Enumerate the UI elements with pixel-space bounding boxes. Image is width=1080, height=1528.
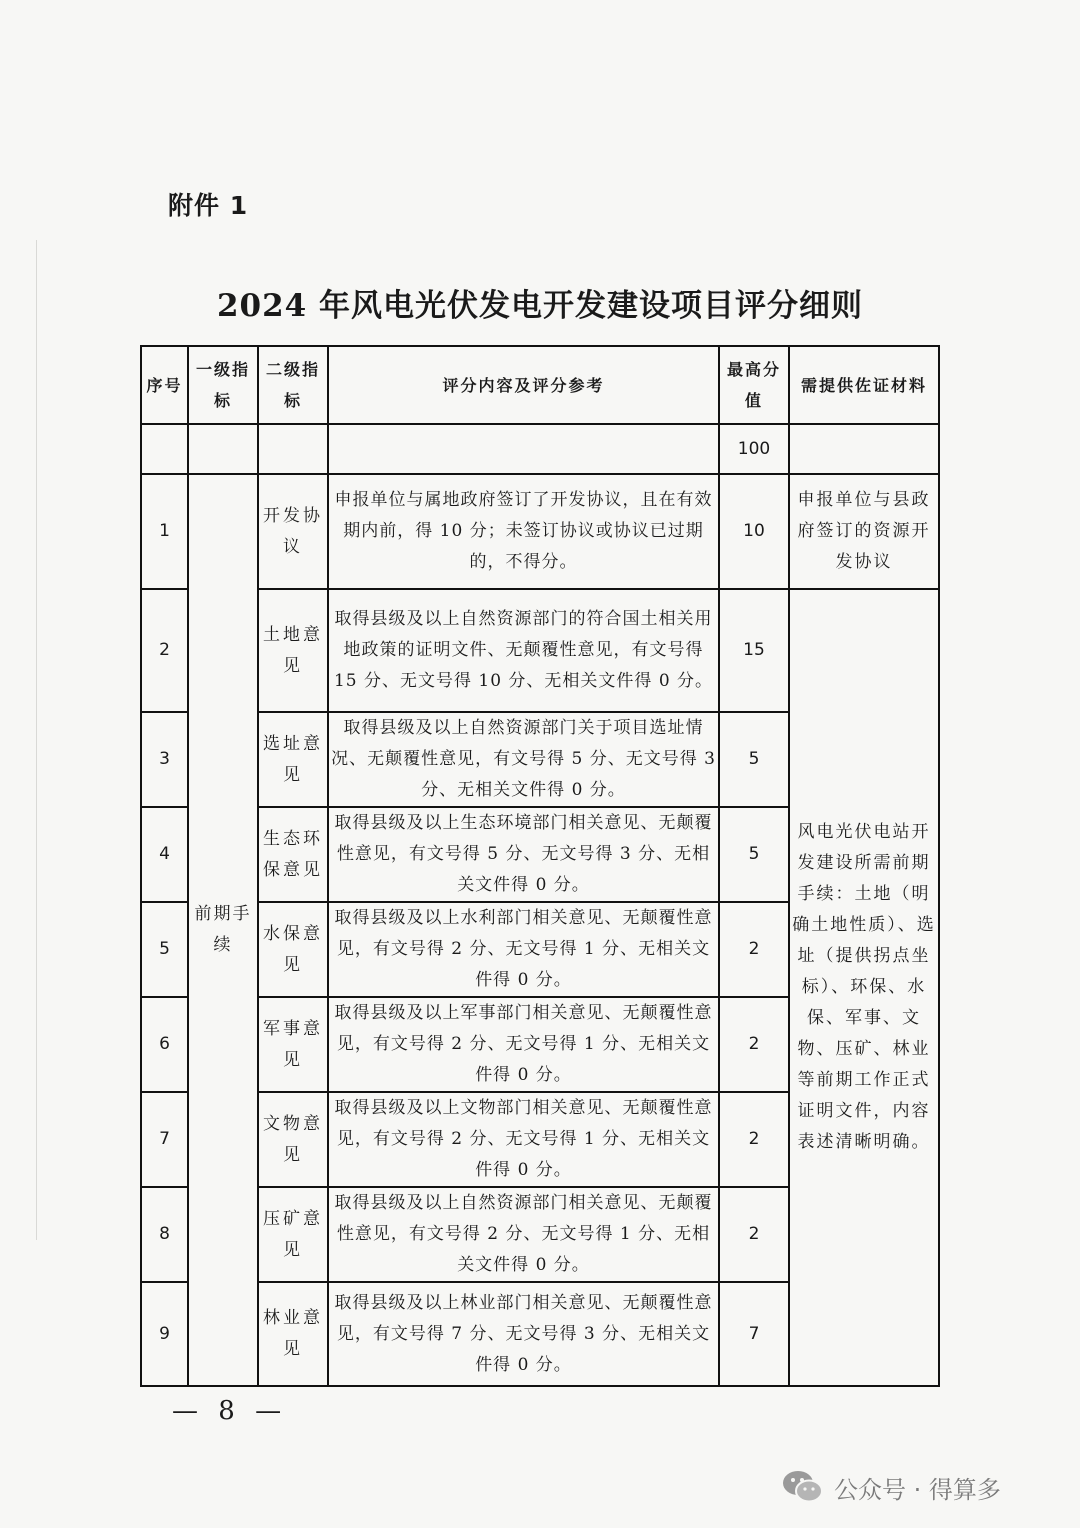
row-content: 取得县级及以上水利部门相关意见、无颠覆性意见，有文号得 2 分、无文号得 1 分、无相关文件得 0 分。 [328,902,719,997]
level1-group: 前期手续 [188,474,258,1386]
scan-edge-line [36,240,37,1240]
row-content: 申报单位与属地政府签订了开发协议，且在有效期内前，得 10 分；未签订协议或协议已过期的，不得分。 [328,474,719,589]
header-level1: 一级指标 [188,346,258,424]
total-level1-cell [188,424,258,474]
header-materials: 需提供佐证材料 [789,346,939,424]
row-content: 取得县级及以上林业部门相关意见、无颠覆性意见，有文号得 7 分、无文号得 3 分、无相关文件得 0 分。 [328,1282,719,1386]
row-content: 取得县级及以上生态环境部门相关意见、无颠覆性意见，有文号得 5 分、无文号得 3 分、无相关文件得 0 分。 [328,807,719,902]
document-title: 2024 年风电光伏发电开发建设项目评分细则 [216,288,864,324]
row-max-score: 2 [719,902,789,997]
row-level2: 选址意见 [258,712,328,807]
row-content: 取得县级及以上文物部门相关意见、无颠覆性意见，有文号得 2 分、无文号得 1 分、无相关文件得 0 分。 [328,1092,719,1187]
watermark-text: 公众号 · 得算多 [834,1475,1001,1504]
row-level2: 开发协议 [258,474,328,589]
header-seq: 序号 [141,346,188,424]
row-seq: 2 [141,589,188,712]
row-seq: 5 [141,902,188,997]
row-max-score: 15 [719,589,789,712]
total-level2-cell [258,424,328,474]
shared-materials: 风电光伏电站开发建设所需前期手续：土地（明确土地性质）、选址（提供拐点坐标）、环保、水保、军事、文物、压矿、林业等前期工作正式证明文件，内容表述清晰明确。 [789,589,939,1386]
row-max-score: 2 [719,1092,789,1187]
row-content: 取得县级及以上自然资源部门相关意见、无颠覆性意见，有文号得 2 分、无文号得 1 分、无相关文件得 0 分。 [328,1187,719,1282]
row-level2: 军事意见 [258,997,328,1092]
row-seq: 9 [141,1282,188,1386]
total-materials-cell [789,424,939,474]
row-max-score: 5 [719,712,789,807]
row-seq: 1 [141,474,188,589]
row-seq: 4 [141,807,188,902]
header-row [141,346,939,424]
row-seq: 8 [141,1187,188,1282]
header-max-score: 最高分值 [719,346,789,424]
row-max-score: 2 [719,997,789,1092]
row-level2: 林业意见 [258,1282,328,1386]
row-content: 取得县级及以上自然资源部门关于项目选址情况、无颠覆性意见，有文号得 5 分、无文号得 3 分、无相关文件得 0 分。 [328,712,719,807]
table-row [141,474,939,589]
row-content: 取得县级及以上军事部门相关意见、无颠覆性意见，有文号得 2 分、无文号得 1 分、无相关文件得 0 分。 [328,997,719,1092]
row-seq: 3 [141,712,188,807]
table-row [141,589,939,712]
row-seq: 6 [141,997,188,1092]
page-number: — 8 — [172,1396,288,1426]
header-content: 评分内容及评分参考 [328,346,719,424]
total-seq-cell [141,424,188,474]
attachment-label: 附件 1 [168,191,249,220]
row-level2: 生态环保意见 [258,807,328,902]
row-level2: 压矿意见 [258,1187,328,1282]
row-seq: 7 [141,1092,188,1187]
wechat-icon [780,1468,826,1506]
row-level2: 水保意见 [258,902,328,997]
total-row [141,424,939,474]
row-max-score: 10 [719,474,789,589]
total-content-cell [328,424,719,474]
row-max-score: 5 [719,807,789,902]
watermark [780,1468,1001,1506]
row-max-score: 2 [719,1187,789,1282]
scoring-table [140,345,940,1387]
row-content: 取得县级及以上自然资源部门的符合国土相关用地政策的证明文件、无颠覆性意见，有文号得 15 分、无文号得 10 分、无相关文件得 0 分。 [328,589,719,712]
row-level2: 土地意见 [258,589,328,712]
row-max-score: 7 [719,1282,789,1386]
header-level2: 二级指标 [258,346,328,424]
row-level2: 文物意见 [258,1092,328,1187]
row-materials: 申报单位与县政府签订的资源开发协议 [789,474,939,589]
total-score: 100 [719,424,789,474]
